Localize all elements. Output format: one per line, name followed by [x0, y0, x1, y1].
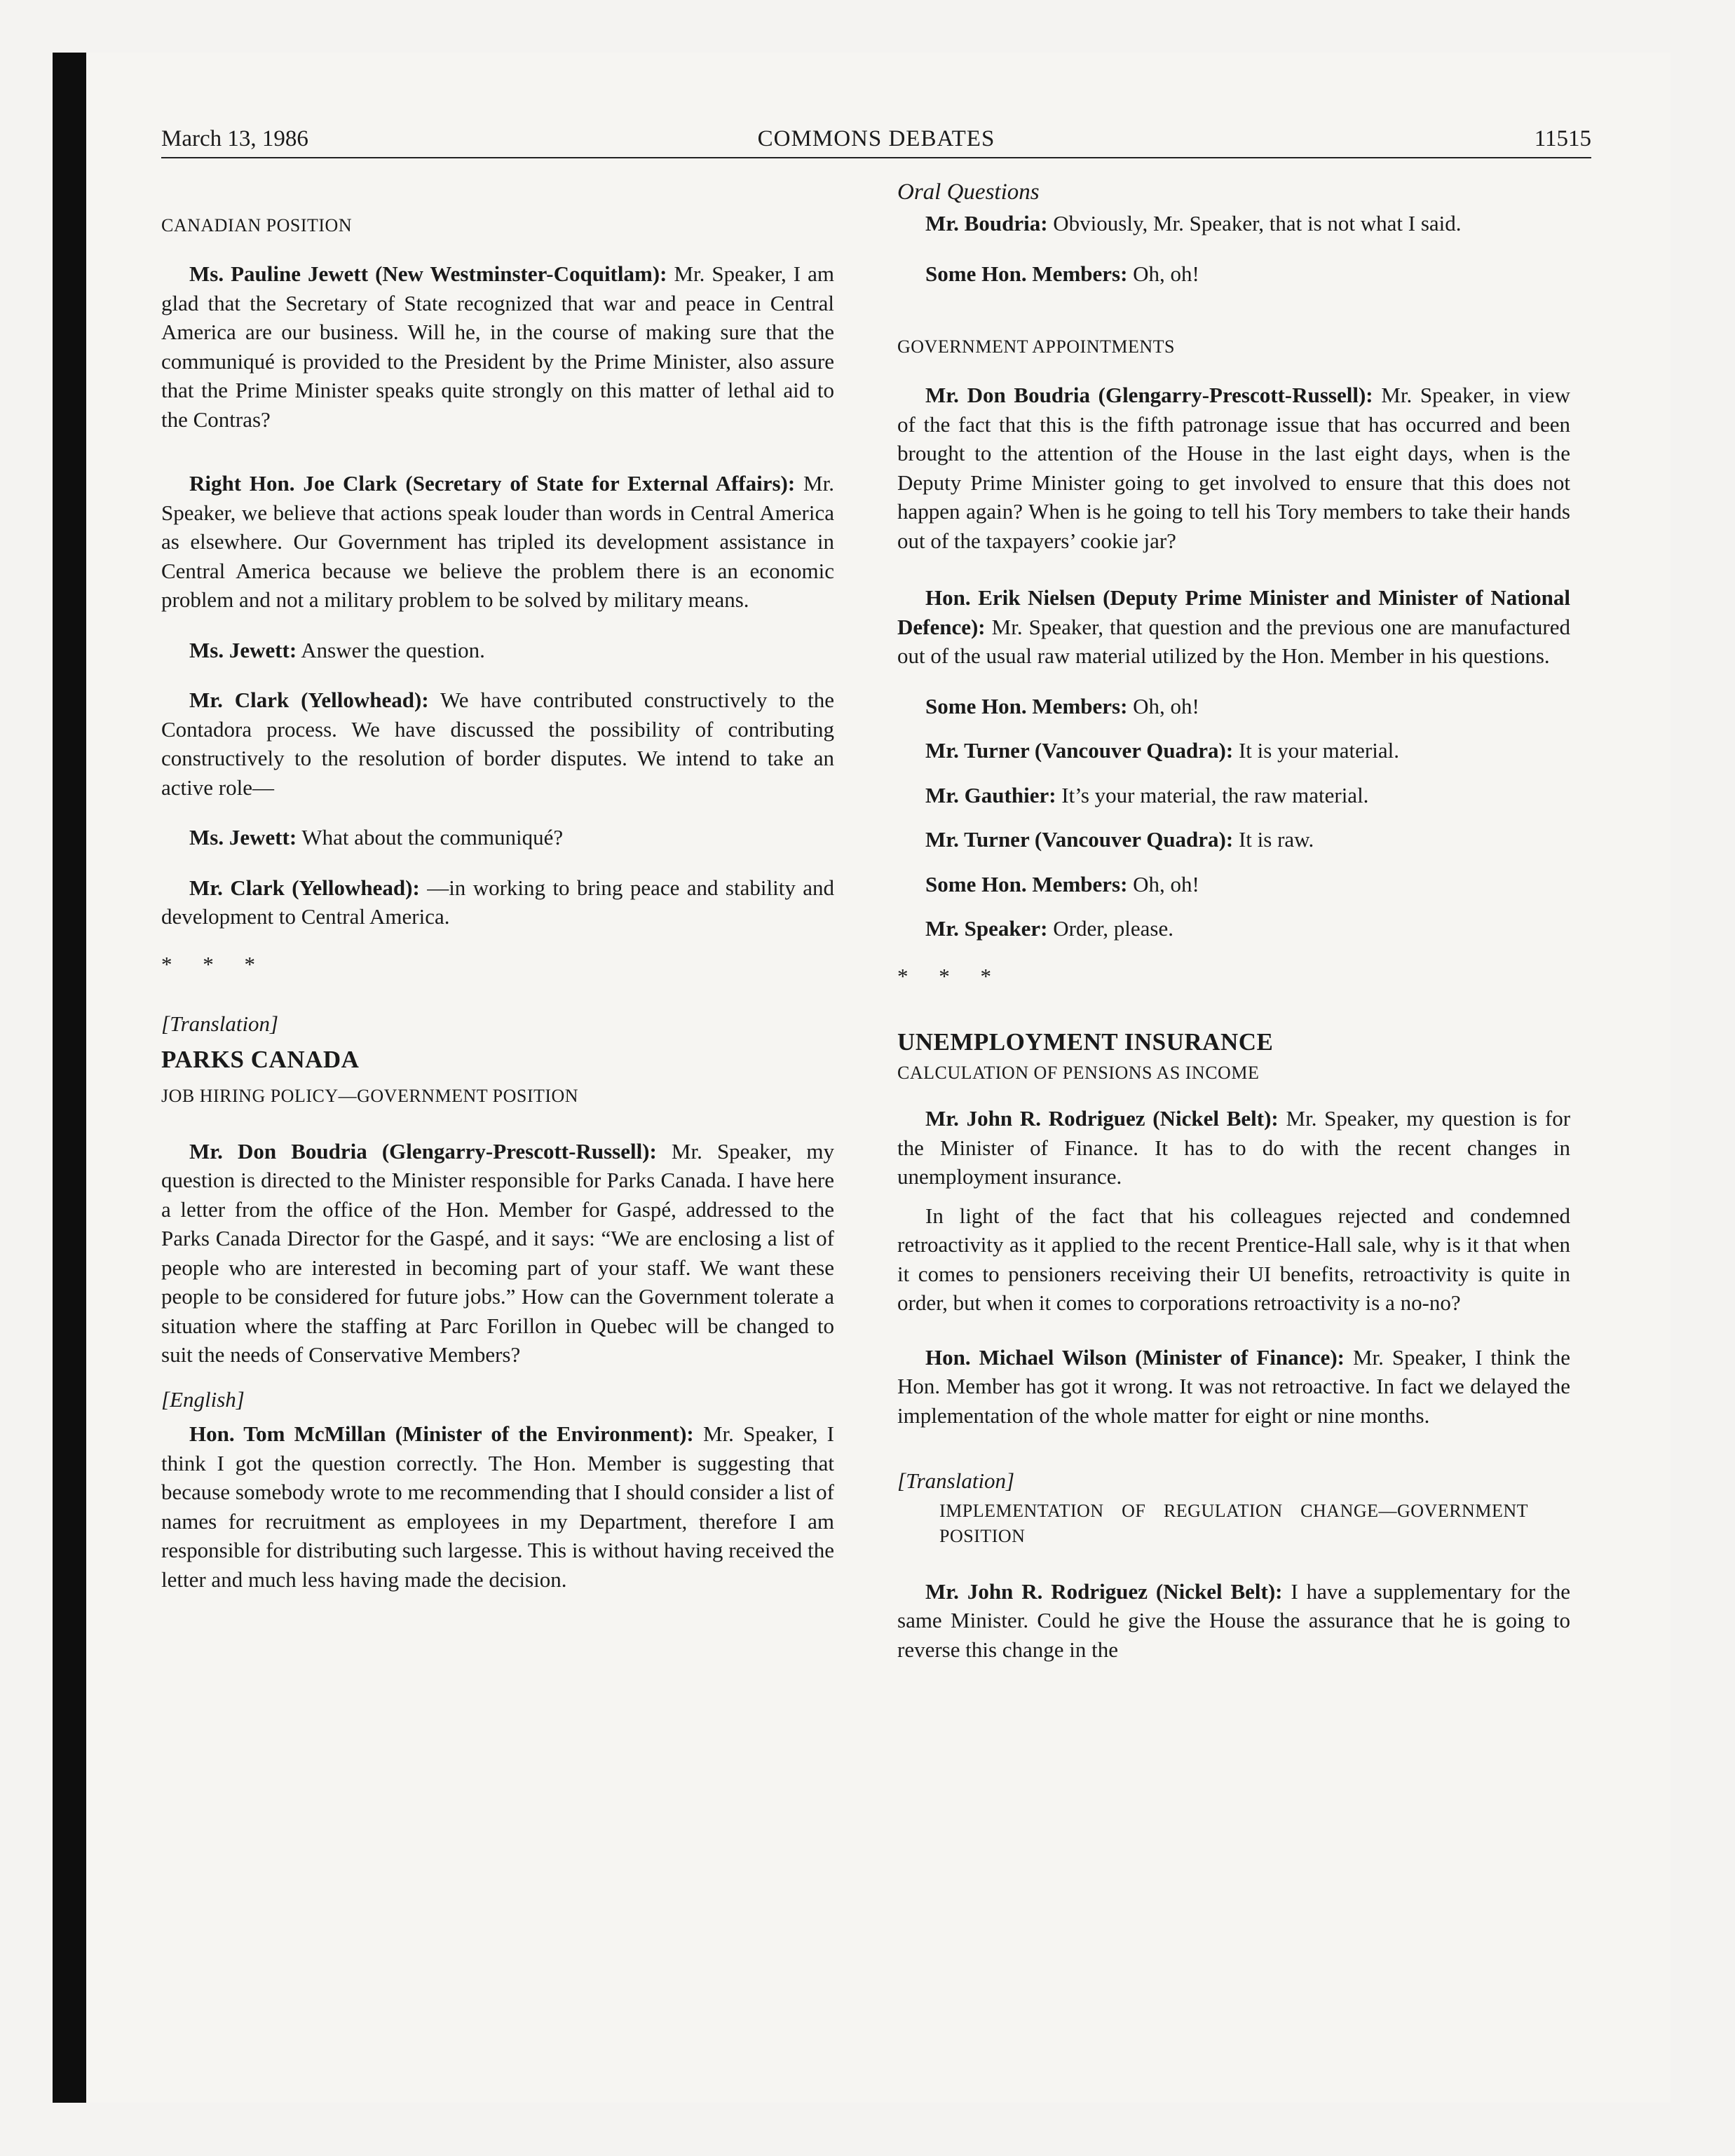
heading-unemployment-insurance: UNEMPLOYMENT INSURANCE: [897, 1028, 1274, 1056]
section-separator: * * *: [897, 963, 1004, 988]
speaker-name: Mr. John R. Rodriguez (Nickel Belt):: [925, 1578, 1283, 1604]
speech-boudria-1: [161, 1137, 834, 1370]
speech-text: It is your material.: [1233, 738, 1399, 763]
speech-text: Oh, oh!: [1127, 871, 1199, 896]
speaker-name: Mr. Turner (Vancouver Quadra):: [925, 827, 1234, 852]
speech-members-3: [897, 870, 1570, 899]
header-title: COMMONS DEBATES: [757, 126, 995, 151]
speech-text: Obviously, Mr. Speaker, that is not what I said.: [1047, 211, 1462, 236]
speaker-name: Ms. Jewett:: [189, 637, 297, 662]
heading-parks-canada: PARKS CANADA: [161, 1045, 360, 1073]
translation-marker: [Translation]: [897, 1468, 1015, 1493]
speech-rodriguez-1-continued: In light of the fact that his colleagues rejected and condemned retroactivity as it applied to the recent Prentice-Hall sale, why is it that when it comes to pensioners receiving their UI benefits, retroactivity is quite in order, but when it comes to corporations retroactivity is a no-no?: [897, 1203, 1570, 1315]
speaker-name: Right Hon. Joe Clark (Secretary of State for External Affairs):: [189, 471, 796, 496]
speech-text: Mr. Speaker, I think I got the question correctly. The Hon. Member is suggesting that because somebody wrote to me recommending that I should consider a list of names for recruitment as employees in my Department, therefore I am responsible for distributing such largesse. This is without having received the letter and much less having made the decision.: [161, 1421, 834, 1592]
speech-clark-1: [161, 469, 834, 615]
speaker-name: Mr. Clark (Yellowhead):: [189, 875, 420, 900]
speech-text: It’s your material, the raw material.: [1056, 782, 1369, 807]
subheading-job-hiring: JOB HIRING POLICY—GOVERNMENT POSITION: [161, 1085, 579, 1106]
subheading-implementation: IMPLEMENTATION OF REGULATION CHANGE—GOVERNMENT POSITION: [939, 1500, 1528, 1546]
english-marker: [English]: [161, 1386, 245, 1412]
translation-marker: [Translation]: [161, 1011, 279, 1036]
speech-text: Mr. Speaker, my question is directed to the Minister responsible for Parks Canada. I have here a letter from the office of the Hon. Member for Gaspé, addressed to the Parks Canada Director for the Gaspé, and it says: “We are enclosing a list of people who are interested in becoming part of your staff. We want these people to be considered for future jobs.” How can the Government tolerate a situation where the staffing at Parc Forillon in Quebec will be changed to suit the needs of Conservative Members?: [161, 1138, 834, 1367]
speaker-name: Ms. Jewett:: [189, 825, 297, 850]
speech-text: It is raw.: [1233, 827, 1314, 852]
speech-turner-2: [897, 825, 1570, 854]
speech-jewett-1: [161, 259, 834, 434]
speech-jewett-3: [161, 823, 834, 852]
speech-text: Oh, oh!: [1127, 261, 1199, 286]
speech-text: Order, please.: [1047, 916, 1174, 941]
speech-text: Mr. Speaker, my question is for the Minister of Finance. It has to do with the recent changes in unemployment insurance.: [897, 1106, 1571, 1189]
speech-text: —in working to bring peace and stability and development to Central America.: [161, 875, 834, 929]
speaker-name: Some Hon. Members:: [925, 871, 1128, 896]
speech-boudria-2: [897, 209, 1570, 238]
speech-text: Mr. Speaker, in view of the fact that this is the fifth patronage issue that has occurred and been brought to the attention of the House in the last eight days, when is the Deputy Prime Minister going to get involved to ensure that this does not happen again? When is he going to tell his Tory members to take their hands out of the taxpayers’ cookie jar?: [897, 383, 1570, 553]
speaker-name: Mr. Speaker:: [925, 916, 1048, 941]
speaker-name: Mr. Turner (Vancouver Quadra):: [925, 738, 1234, 763]
speaker-name: Mr. Don Boudria (Glengarry-Prescott-Russell):: [189, 1138, 657, 1164]
speaker-name: Mr. Gauthier:: [925, 782, 1056, 807]
speech-jewett-2: [161, 636, 834, 665]
speaker-name: Mr. Don Boudria (Glengarry-Prescott-Russell):: [925, 383, 1373, 407]
speech-text: Mr. Speaker, that question and the previous one are manufactured out of the usual raw material utilized by the Hon. Member in his questions.: [897, 614, 1570, 668]
header-rule: [161, 157, 1591, 158]
section-title-oral-questions: Oral Questions: [897, 179, 1040, 205]
subheading-calculation-of-pensions: CALCULATION OF PENSIONS AS INCOME: [897, 1063, 1260, 1083]
speaker-name: Ms. Pauline Jewett (New Westminster-Coquitlam):: [189, 261, 667, 286]
header-date: March 13, 1986: [161, 126, 308, 151]
speech-text: What about the communiqué?: [297, 825, 564, 850]
speech-speaker: [897, 914, 1570, 943]
speaker-name: Hon. Erik Nielsen (Deputy Prime Minister and Minister of National Defence):: [897, 585, 1570, 639]
speech-text: Mr. Speaker, I am glad that the Secretary of State recognized that war and peace in Central America are our business. Will he, in the course of making sure that the communiqué is provided to the President by the Prime Minister, also assure that the Prime Minister speaks quite strongly on this matter of lethal aid to the Contras?: [161, 261, 834, 432]
speech-text: Mr. Speaker, I think the Hon. Member has got it wrong. It was not retroactive. In fact we delayed the implementation of the whole matter for eight or nine months.: [897, 1344, 1570, 1428]
speech-members-1: [897, 259, 1570, 289]
scan-edge: [53, 53, 86, 2103]
speaker-name: Mr. Clark (Yellowhead):: [189, 688, 429, 712]
speech-rodriguez-1: [897, 1104, 1570, 1192]
speech-nielsen: [897, 583, 1570, 671]
speech-gauthier: [897, 781, 1570, 810]
speech-mcmillan: [161, 1419, 834, 1594]
speech-text: Oh, oh!: [1127, 693, 1199, 718]
left-column: [161, 174, 834, 1594]
right-column: [897, 174, 1570, 1664]
section-separator: * * *: [161, 951, 268, 976]
speech-clark-2: [161, 685, 834, 802]
speaker-name: Hon. Michael Wilson (Minister of Finance):: [925, 1344, 1345, 1370]
speaker-name: Mr. Boudria:: [925, 211, 1048, 236]
speech-text: Answer the question.: [297, 637, 485, 662]
speaker-name: Mr. John R. Rodriguez (Nickel Belt):: [925, 1106, 1279, 1131]
header-page-number: 11515: [1534, 126, 1591, 151]
speaker-name: Hon. Tom McMillan (Minister of the Environment):: [189, 1421, 694, 1446]
speech-members-2: [897, 692, 1570, 721]
running-header: [161, 126, 1591, 160]
speech-text: We have contributed constructively to the Contadora process. We have discussed the possibility of contributing constructively to the resolution of border disputes. We intend to take an active role—: [161, 688, 834, 800]
heading-canadian-position: CANADIAN POSITION: [161, 215, 353, 236]
speech-clark-3: [161, 873, 834, 932]
speech-boudria-3: [897, 381, 1570, 555]
speech-text: Mr. Speaker, we believe that actions speak louder than words in Central America as elsewhere. Our Government has tripled its development assistance in Central America because we believe the problem there is an economic problem and not a military problem to be solved by military means.: [161, 471, 834, 612]
heading-government-appointments: GOVERNMENT APPOINTMENTS: [897, 336, 1175, 357]
speech-wilson: [897, 1343, 1570, 1431]
speech-turner-1: [897, 736, 1570, 765]
speech-text: I have a supplementary for the same Minister. Could he give the House the assurance that he is going to reverse this change in the: [897, 1578, 1571, 1662]
speaker-name: Some Hon. Members:: [925, 261, 1128, 286]
speaker-name: Some Hon. Members:: [925, 693, 1128, 718]
speech-rodriguez-2: [897, 1577, 1570, 1665]
